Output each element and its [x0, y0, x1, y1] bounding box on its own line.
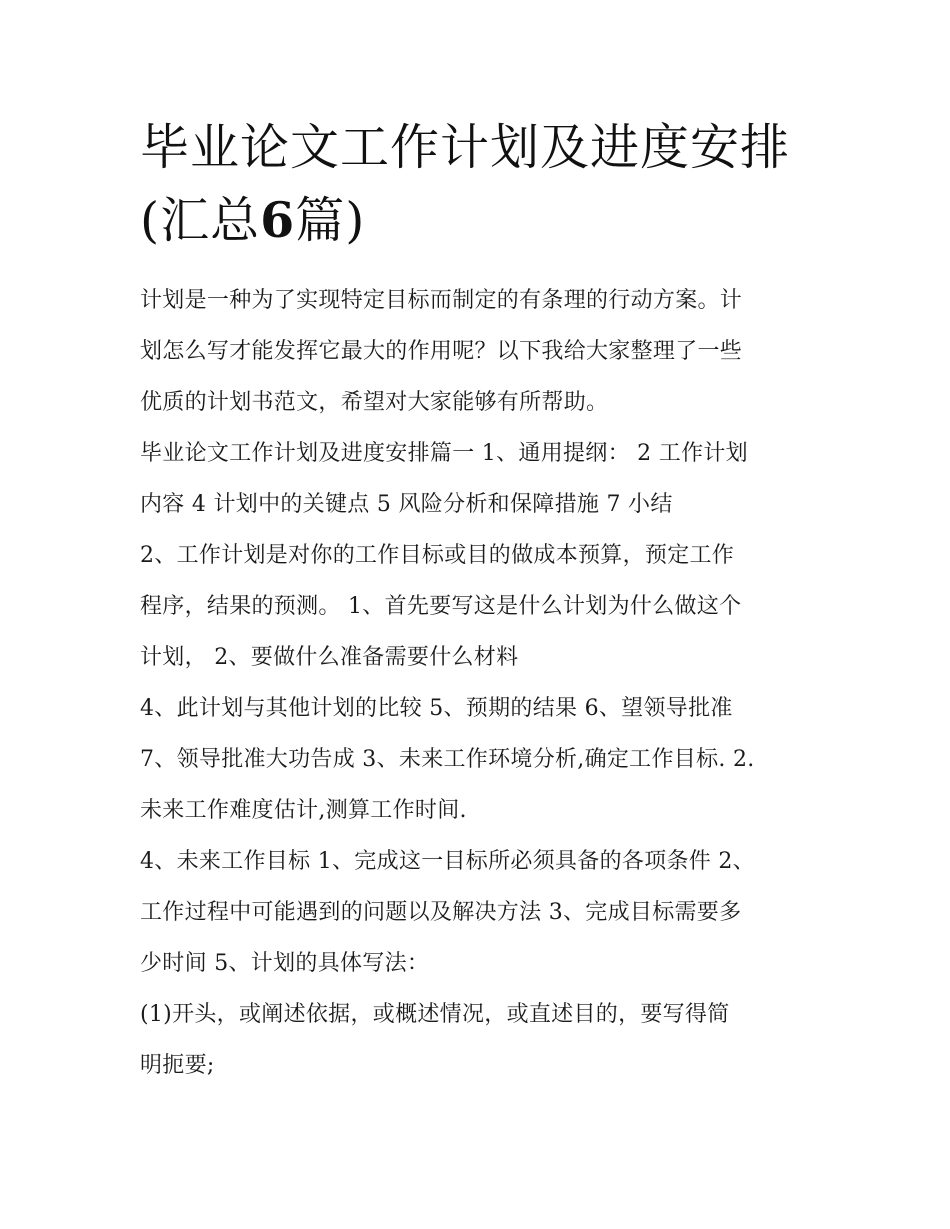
body-line: 4、此计划与其他计划的比较 5、预期的结果 6、望领导批准: [140, 696, 733, 721]
title-suffix: 篇): [295, 192, 366, 249]
title-number: 6: [260, 191, 296, 249]
document-title: [140, 112, 830, 257]
body-line: 程序，结果的预测。 1、首先要写这是什么计划为什么做这个: [140, 594, 742, 619]
body-line: 7、领导批准大功告成 3、未来工作环境分析,确定工作目标. 2.: [140, 747, 755, 772]
body-line: 优质的计划书范文，希望对大家能够有所帮助。: [140, 390, 609, 415]
body-line: 内容 4 计划中的关键点 5 风险分析和保障措施 7 小结: [140, 492, 673, 517]
title-line-2: [140, 184, 830, 257]
body-line: 毕业论文工作计划及进度安排篇一 1、通用提纲： 2 工作计划: [140, 441, 748, 466]
body-line: 工作过程中可能遇到的问题以及解决方法 3、完成目标需要多: [140, 900, 742, 925]
body-line: 4、未来工作目标 1、完成这一目标所必须具备的各项条件 2、: [140, 849, 755, 874]
document-body: [140, 275, 820, 1091]
body-line: (1)开头，或阐述依据，或概述情况，或直述目的，要写得简: [140, 1002, 730, 1027]
body-line: 明扼要;: [140, 1053, 215, 1078]
title-prefix: (汇总: [140, 192, 261, 249]
body-line: 未来工作难度估计,测算工作时间.: [140, 798, 467, 823]
body-line: 划怎么写才能发挥它最大的作用呢？以下我给大家整理了一些: [140, 339, 743, 364]
body-line: 2、工作计划是对你的工作目标或目的做成本预算，预定工作: [140, 543, 735, 568]
title-line-1: 毕业论文工作计划及进度安排: [140, 119, 791, 176]
body-line: 计划是一种为了实现特定目标而制定的有条理的行动方案。计: [140, 288, 743, 313]
body-line: 少时间 5、计划的具体写法：: [140, 951, 430, 976]
body-line: 计划， 2、要做什么准备需要什么材料: [140, 645, 519, 670]
